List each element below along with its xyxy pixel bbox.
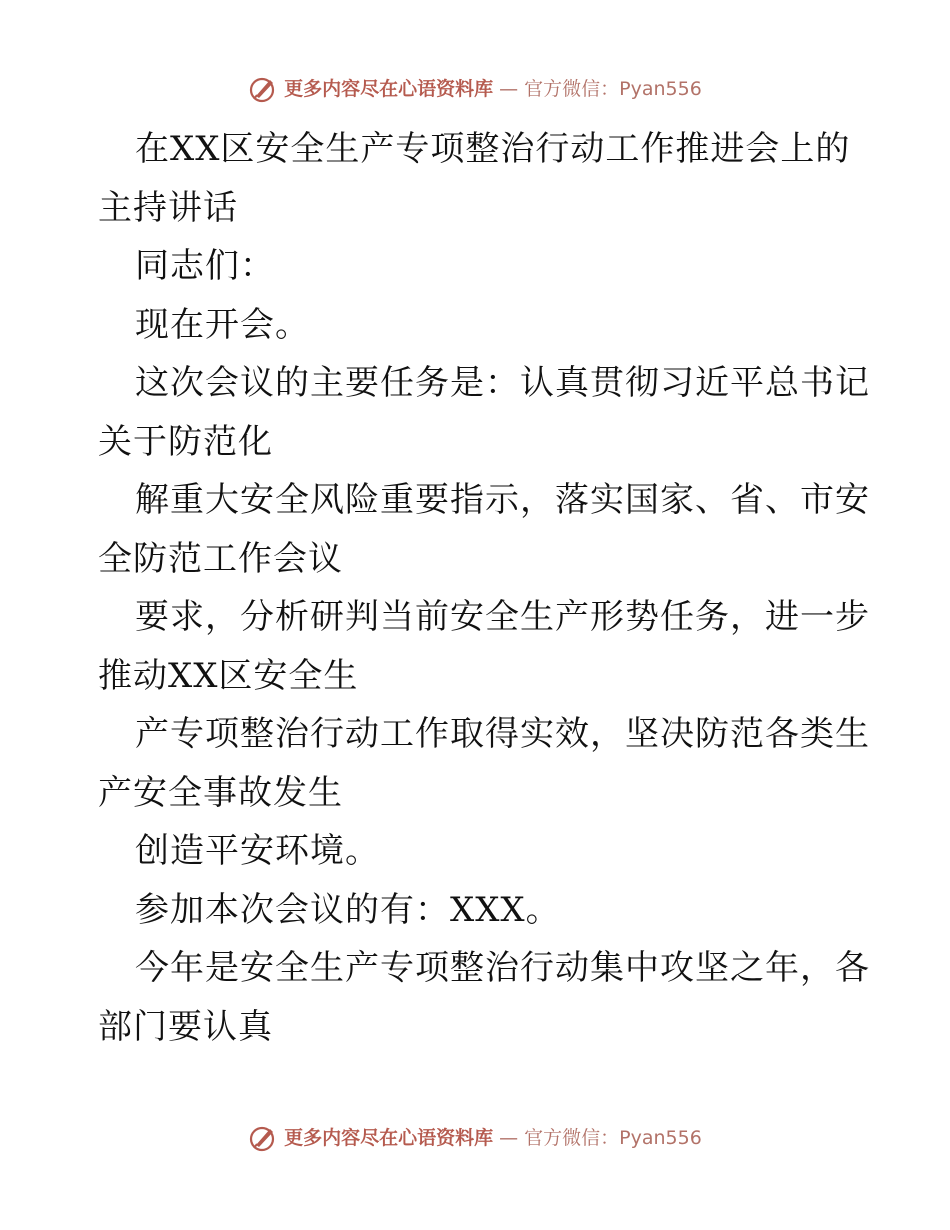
text-line: 要求，分析研判当前安全生产形势任务，进一步 <box>135 597 870 637</box>
text-line: 部门要认真 <box>98 1006 273 1047</box>
text-line: 主持讲话 <box>98 187 238 228</box>
text-line: 在XX区安全生产专项整治行动工作推进会上的 <box>135 129 851 169</box>
quill-logo-icon <box>248 1123 278 1153</box>
text-line: 全防范工作会议 <box>98 538 343 579</box>
text-line: 关于防范化 <box>98 421 273 462</box>
text-line: 产专项整治行动工作取得实效，坚决防范各类生 <box>135 714 870 754</box>
text-line: 现在开会。 <box>135 304 310 345</box>
text-line: 今年是安全生产专项整治行动集中攻坚之年，各 <box>135 948 870 988</box>
text-line: 推动XX区安全生 <box>98 655 359 696</box>
watermark-sub-text: 官方微信：Pyan556 <box>524 1127 702 1149</box>
text-line: 解重大安全风险重要指示，落实国家、省、市安 <box>135 480 870 520</box>
quill-logo-icon <box>248 74 278 104</box>
text-line: 同志们： <box>135 246 275 286</box>
header-watermark <box>0 74 950 104</box>
watermark-main-text: 更多内容尽在心语资料库 <box>284 1127 494 1149</box>
text-line: 这次会议的主要任务是：认真贯彻习近平总书记 <box>135 363 870 403</box>
watermark-dash: — <box>499 1127 519 1149</box>
text-line: 创造平安环境。 <box>135 831 380 871</box>
watermark-dash: — <box>499 78 519 100</box>
text-line: 产安全事故发生 <box>98 772 343 813</box>
watermark-main-text: 更多内容尽在心语资料库 <box>284 78 494 100</box>
footer-watermark <box>0 1123 950 1153</box>
watermark-sub-text: 官方微信：Pyan556 <box>524 78 702 100</box>
document-body <box>98 120 870 1056</box>
text-line: 参加本次会议的有：XXX。 <box>135 889 561 930</box>
